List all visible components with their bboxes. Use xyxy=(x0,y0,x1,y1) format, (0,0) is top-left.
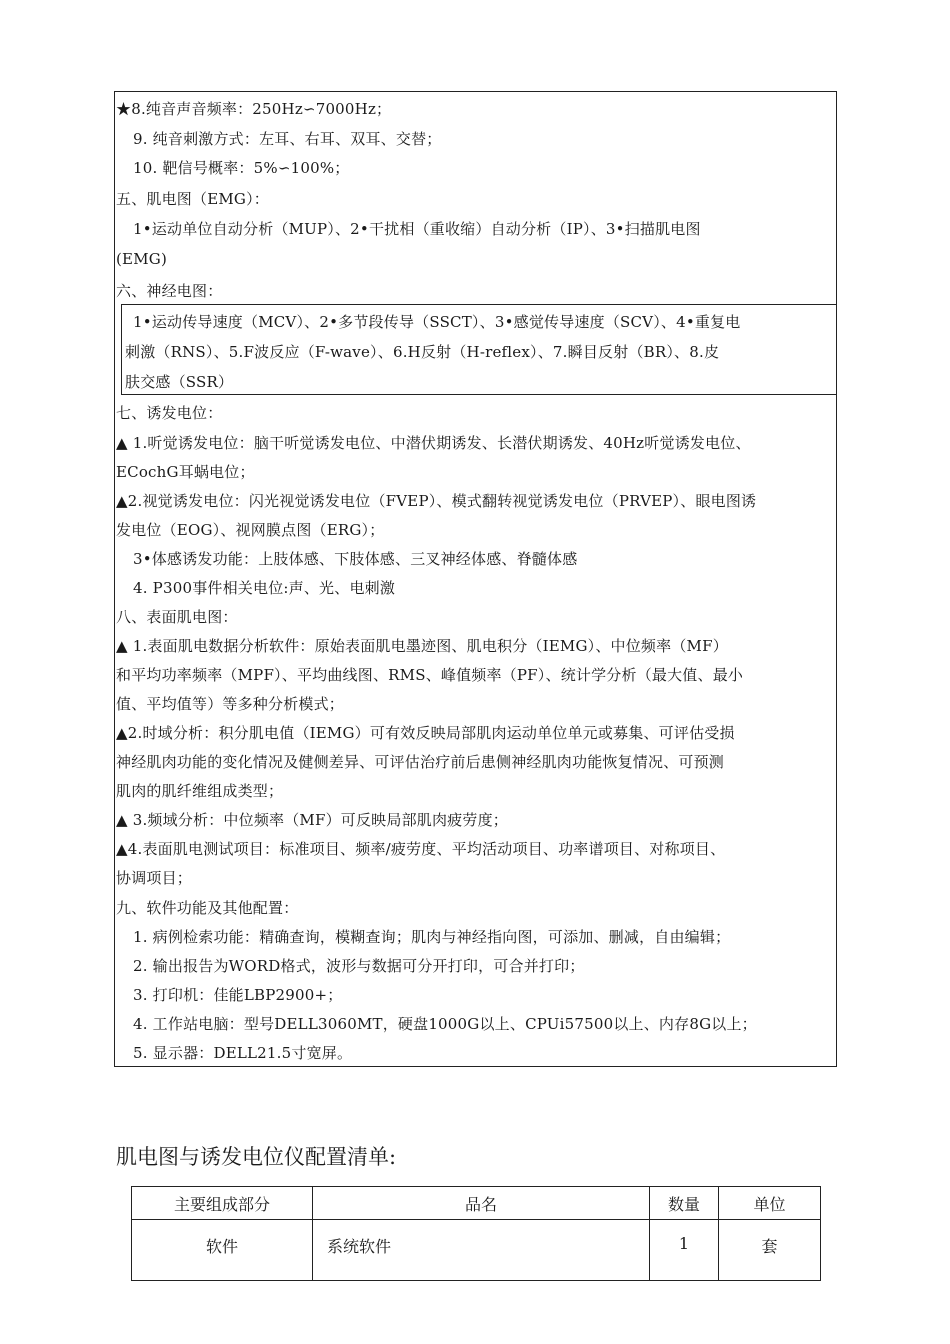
config-table-header xyxy=(132,1187,821,1220)
spec-line: 肤交感（SSR） xyxy=(125,373,234,391)
spec-line: ▲4.表面肌电测试项目：标准项目、频率/疲劳度、平均活动项目、功率谱项目、对称项目、 xyxy=(116,840,726,858)
spec-line: 1. 病例检索功能：精确查询，模糊查询；肌肉与神经指向图，可添加、删减，自由编辑； xyxy=(133,928,731,946)
cell-quantity: 1 xyxy=(650,1220,719,1281)
spec-line: 七、诱发电位： xyxy=(116,404,223,422)
spec-line: 协调项目； xyxy=(116,869,193,887)
spec-line: 六、神经电图： xyxy=(116,282,223,300)
spec-line: 神经肌肉功能的变化情况及健侧差异、可评估治疗前后患侧神经肌肉功能恢复情况、可预测 xyxy=(116,753,725,771)
config-title: 肌电图与诱发电位仪配置清单: xyxy=(116,1145,397,1169)
spec-line: 3•体感诱发功能：上肢体感、下肢体感、三叉神经体感、脊髓体感 xyxy=(133,550,578,568)
spec-line: ▲ 1.表面肌电数据分析软件：原始表面肌电墨迹图、肌电积分（IEMG）、中位频率（MF） xyxy=(116,637,728,655)
spec-line: ECochG耳蜗电位； xyxy=(116,463,255,481)
header-unit: 单位 xyxy=(719,1187,821,1220)
header-product-name: 品名 xyxy=(313,1187,650,1220)
spec-line: 1•运动单位自动分析（MUP）、2•干扰相（重收缩）自动分析（IP）、3•扫描肌电图 xyxy=(133,220,701,238)
cell-product-name: 系统软件 xyxy=(313,1220,650,1281)
spec-line: 值、平均值等）等多种分析模式； xyxy=(116,695,345,713)
spec-line: 4. P300事件相关电位:声、光、电刺激 xyxy=(133,579,396,597)
header-quantity: 数量 xyxy=(650,1187,719,1220)
spec-line: 九、软件功能及其他配置： xyxy=(116,899,299,917)
spec-line: ▲ 3.频域分析：中位频率（MF）可反映局部肌肉疲劳度； xyxy=(116,811,508,829)
spec-line: 五、肌电图（EMG）： xyxy=(116,190,269,208)
spec-line: 1•运动传导速度（MCV）、2•多节段传导（SSCT）、3•感觉传导速度（SCV）、4•重复电 xyxy=(133,313,741,331)
spec-line: ▲ 1.听觉诱发电位：脑干听觉诱发电位、中潜伏期诱发、长潜伏期诱发、40Hz听觉诱发电位、 xyxy=(116,434,751,452)
spec-line: 刺激（RNS）、5.F波反应（F-wave）、6.H反射（H-reflex）、7.瞬目反射（BR）、8.皮 xyxy=(125,343,720,361)
spec-line: (EMG) xyxy=(116,250,167,268)
spec-line: 4. 工作站电脑：型号DELL3060MT，硬盘1000G以上、CPUi57500以上、内存8G以上； xyxy=(133,1015,757,1033)
spec-line: 3. 打印机：佳能LBP2900+； xyxy=(133,986,343,1004)
spec-line: ▲2.视觉诱发电位：闪光视觉诱发电位（FVEP）、模式翻转视觉诱发电位（PRVEP）、眼电图诱 xyxy=(116,492,757,510)
spec-line: 10. 靶信号概率：5%∽100%； xyxy=(133,159,350,177)
spec-line: 和平均功率频率（MPF）、平均曲线图、RMS、峰值频率（PF）、统计学分析（最大值、最小 xyxy=(116,666,744,684)
spec-line: 9. 纯音刺激方式：左耳、右耳、双耳、交替； xyxy=(133,130,442,148)
table-row xyxy=(132,1220,821,1281)
spec-line: ▲2.时域分析：积分肌电值（IEMG）可有效反映局部肌肉运动单位单元或募集、可评估受损 xyxy=(116,724,735,742)
config-table xyxy=(131,1186,821,1281)
header-component: 主要组成部分 xyxy=(132,1187,313,1220)
spec-line: 肌肉的肌纤维组成类型； xyxy=(116,782,284,800)
cell-unit: 套 xyxy=(719,1220,821,1281)
spec-line: 2. 输出报告为WORD格式，波形与数据可分开打印，可合并打印； xyxy=(133,957,585,975)
spec-line: 发电位（EOG）、视网膜点图（ERG）； xyxy=(116,521,385,539)
spec-line: ★8.纯音声音频率：250Hz∽7000Hz； xyxy=(116,100,392,118)
cell-component: 软件 xyxy=(132,1220,313,1281)
spec-line: 5. 显示器：DELL21.5寸宽屏。 xyxy=(133,1044,353,1062)
spec-line: 八、表面肌电图： xyxy=(116,608,238,626)
